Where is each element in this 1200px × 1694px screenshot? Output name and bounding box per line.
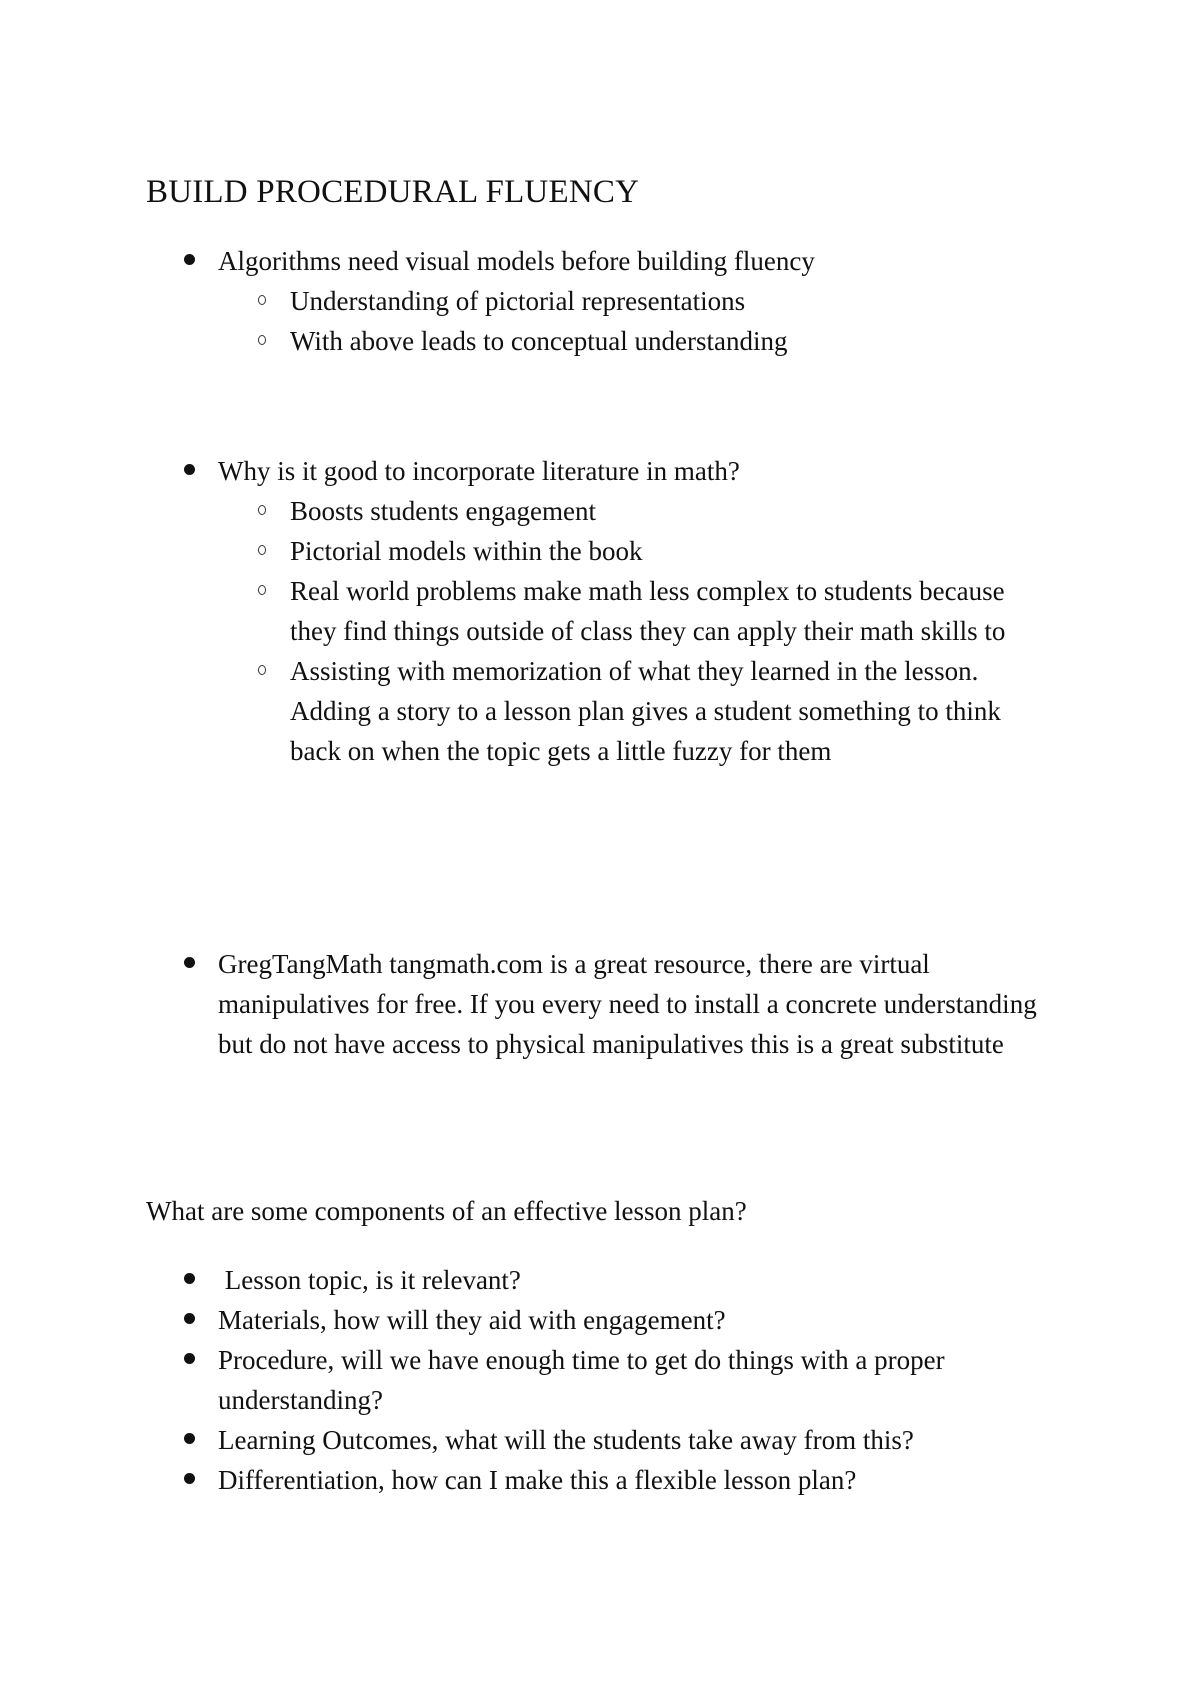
sub-list-item-text: Real world problems make math less complex to students because they find things outside of class they can apply their math skills to — [290, 576, 1006, 646]
list-item — [0, 1460, 1048, 1500]
section-literature — [0, 451, 1200, 771]
bullet-icon — [184, 1273, 195, 1284]
list-item-text: GregTangMath tangmath.com is a great resource, there are virtual manipulatives for free. If you every need to install a concrete understanding but do not have access to physical manipulatives this is a great substitute — [218, 949, 1037, 1059]
bullet-icon — [184, 1473, 195, 1484]
page-title: BUILD PROCEDURAL FLUENCY — [146, 174, 640, 210]
hollow-bullet-icon — [258, 665, 266, 675]
bullet-icon — [184, 1313, 195, 1324]
list-item-text: Procedure, will we have enough time to get do things with a proper understanding? — [218, 1345, 945, 1415]
bullet-icon — [184, 254, 195, 265]
list-item — [0, 1420, 1048, 1460]
sub-list-item — [0, 321, 1050, 361]
list-item-text: Algorithms need visual models before building fluency — [218, 246, 815, 276]
bullet-icon — [184, 1353, 195, 1364]
sub-list-item — [0, 571, 1050, 651]
list-item-text: Lesson topic, is it relevant? — [218, 1265, 521, 1295]
list-item-text: Learning Outcomes, what will the students take away from this? — [218, 1425, 914, 1455]
list-item-text: Why is it good to incorporate literature in math? — [218, 456, 740, 486]
list-item — [0, 241, 1048, 281]
sub-list-item — [0, 531, 1050, 571]
sub-list-item-text: Understanding of pictorial representations — [290, 286, 746, 316]
sub-list-item — [0, 491, 1050, 531]
lesson-plan-question: What are some components of an effective lesson plan? — [146, 1196, 747, 1226]
sub-list-item-text: Boosts students engagement — [290, 496, 596, 526]
list-item — [0, 944, 1048, 1064]
bullet-icon — [184, 957, 195, 968]
bullet-icon — [184, 464, 195, 475]
sub-list-item-text: With above leads to conceptual understanding — [290, 326, 788, 356]
list-item — [0, 1300, 1048, 1340]
hollow-bullet-icon — [258, 505, 266, 515]
hollow-bullet-icon — [258, 545, 266, 555]
list-item — [0, 1340, 1048, 1420]
hollow-bullet-icon — [258, 335, 266, 345]
list-item-text: Differentiation, how can I make this a flexible lesson plan? — [218, 1465, 857, 1495]
list-item-text: Materials, how will they aid with engagement? — [218, 1305, 726, 1335]
sub-list-item — [0, 651, 1050, 771]
hollow-bullet-icon — [258, 585, 266, 595]
list-item — [0, 1260, 1048, 1300]
components-list — [0, 1260, 1200, 1500]
sub-list-item-text: Assisting with memorization of what they learned in the lesson. Adding a story to a lesson plan gives a student something to think back on when the topic gets a little fuzzy for them — [290, 656, 1001, 766]
sub-list-item-text: Pictorial models within the book — [290, 536, 643, 566]
sub-list-item — [0, 281, 1050, 321]
bullet-icon — [184, 1433, 195, 1444]
hollow-bullet-icon — [258, 295, 266, 305]
section-resource — [0, 944, 1200, 1064]
list-item — [0, 451, 1048, 491]
section-algorithms — [0, 241, 1200, 361]
